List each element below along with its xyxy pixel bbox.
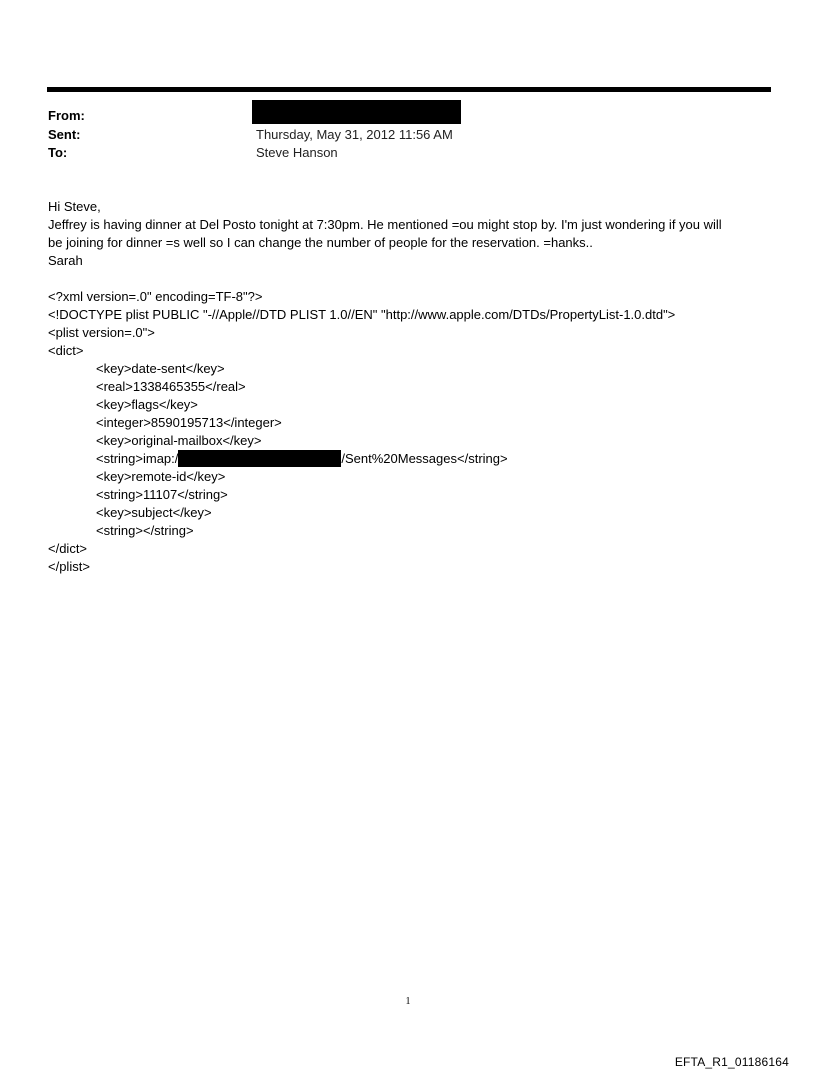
key-subject: <key>subject</key> [96,505,212,520]
string-imap-line [48,450,768,468]
string-subject: <string></string> [96,523,194,538]
email-body [48,198,768,576]
plist-close: </plist> [48,559,90,574]
string-imap-suffix: /Sent%20Messages</string> [341,451,508,466]
string-imap-prefix: <string>imap:/ [96,451,179,466]
integer-value: <integer>8590195713</integer> [96,415,282,430]
doctype-line: <!DOCTYPE plist PUBLIC "-//Apple//DTD PLIST 1.0//EN" "http://www.apple.com/DTDs/PropertyList-1.0.dtd"> [48,307,676,322]
dict-close: </dict> [48,541,88,556]
real-value: <real>1338465355</real> [96,379,246,394]
message-line-2: be joining for dinner =s well so I can change the number of people for the reservation. =hanks.. [48,235,593,250]
to-value: Steve Hanson [256,145,338,160]
dict-open: <dict> [48,343,84,358]
greeting: Hi Steve, [48,199,101,214]
string-remote-id: <string>11107</string> [96,487,228,502]
to-label: To: [48,145,68,160]
page-number: 1 [405,996,411,1007]
sent-value: Thursday, May 31, 2012 11:56 AM [256,126,453,142]
bates-number: EFTA_R1_01186164 [674,1055,789,1069]
mailbox-redaction [178,450,341,467]
from-label: From: [48,108,85,123]
key-remote-id: <key>remote-id</key> [96,469,226,484]
key-original-mailbox: <key>original-mailbox</key> [96,433,262,448]
to-row [47,144,771,163]
header-rule [47,87,771,92]
sent-label: Sent: [48,126,81,142]
key-flags: <key>flags</key> [96,397,198,412]
sent-row [47,126,771,145]
paragraph-gap [48,270,768,288]
signature: Sarah [48,253,83,268]
key-date-sent: <key>date-sent</key> [96,361,225,376]
message-line-1: Jeffrey is having dinner at Del Posto tonight at 7:30pm. He mentioned =ou might stop by. I'm just wondering if you will [48,217,722,232]
xml-declaration: <?xml version=.0" encoding=TF-8"?> [48,289,263,304]
from-redaction [252,100,461,124]
plist-open: <plist version=.0"> [48,325,155,340]
